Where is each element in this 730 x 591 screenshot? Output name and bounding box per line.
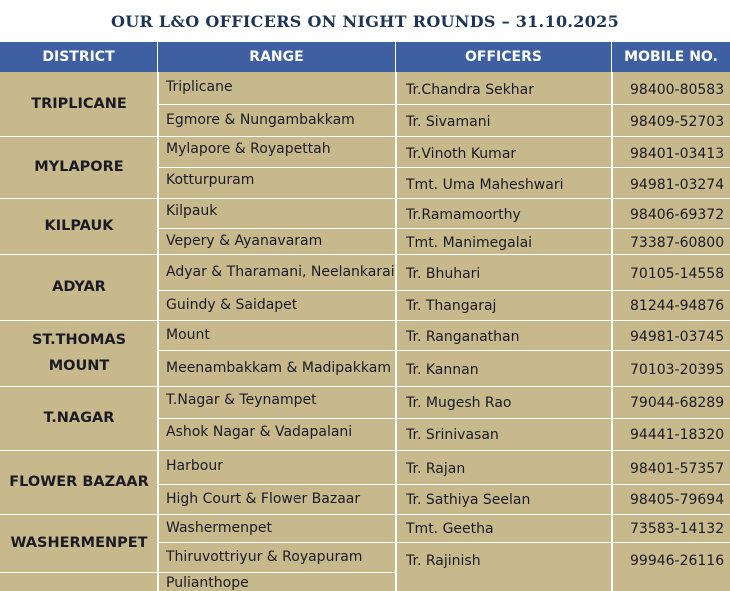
district-cell xyxy=(0,572,158,591)
row-divider xyxy=(158,104,730,105)
row-divider xyxy=(0,386,730,387)
row-divider xyxy=(158,542,730,543)
page-title: OUR L&O OFFICERS ON NIGHT ROUNDS – 31.10.2025 xyxy=(110,11,620,31)
district-cell: T.NAGAR xyxy=(0,386,158,450)
range-cell: Harbour xyxy=(158,450,396,484)
range-cell: Adyar & Tharamani, Neelankarai xyxy=(158,254,396,290)
officer-cell: Tmt. Uma Maheshwari xyxy=(396,167,612,198)
row-divider xyxy=(0,514,730,515)
row-divider xyxy=(158,228,730,229)
range-cell: Ashok Nagar & Vadapalani xyxy=(158,418,396,450)
range-cell: High Court & Flower Bazaar xyxy=(158,484,396,514)
row-divider xyxy=(0,254,730,255)
officer-cell: Tr. Ranganathan xyxy=(396,320,612,350)
district-cell: ADYAR xyxy=(0,254,158,320)
officer-cell: Tr. Rajinish xyxy=(396,542,612,591)
officer-cell: Tr. Sathiya Seelan xyxy=(396,484,612,514)
row-divider xyxy=(158,572,396,573)
officer-cell: Tmt. Manimegalai xyxy=(396,228,612,254)
district-cell: WASHERMENPET xyxy=(0,514,158,572)
officer-cell: Tr. Kannan xyxy=(396,350,612,386)
range-cell: Vepery & Ayanavaram xyxy=(158,228,396,254)
range-cell: Meenambakkam & Madipakkam xyxy=(158,350,396,386)
range-cell: Kotturpuram xyxy=(158,167,396,198)
row-divider xyxy=(158,418,730,419)
mobile-cell: 94441-18320 xyxy=(612,418,730,450)
district-cell: KILPAUK xyxy=(0,198,158,254)
officer-cell: Tr. Rajan xyxy=(396,450,612,484)
header-mobile: MOBILE NO. xyxy=(612,42,730,72)
officer-cell: Tr.Chandra Sekhar xyxy=(396,72,612,104)
mobile-cell: 73583-14132 xyxy=(612,514,730,542)
range-cell: Mylapore & Royapettah xyxy=(158,136,396,167)
header-officers: OFFICERS xyxy=(396,42,612,72)
mobile-cell: 99946-26116 xyxy=(612,542,730,591)
range-cell: T.Nagar & Teynampet xyxy=(158,386,396,418)
row-divider xyxy=(0,450,730,451)
mobile-cell: 98406-69372 xyxy=(612,198,730,228)
officer-cell: Tr. Mugesh Rao xyxy=(396,386,612,418)
row-divider xyxy=(0,136,730,137)
mobile-cell: 79044-68289 xyxy=(612,386,730,418)
officer-cell: Tmt. Geetha xyxy=(396,514,612,542)
district-cell: TRIPLICANE xyxy=(0,72,158,136)
mobile-cell: 81244-94876 xyxy=(612,290,730,320)
mobile-cell: 98405-79694 xyxy=(612,484,730,514)
range-cell: Kilpauk xyxy=(158,198,396,228)
range-cell: Mount xyxy=(158,320,396,350)
mobile-cell: 98401-03413 xyxy=(612,136,730,167)
mobile-cell: 94981-03745 xyxy=(612,320,730,350)
row-divider xyxy=(0,198,730,199)
mobile-cell: 98401-57357 xyxy=(612,450,730,484)
officer-cell: Tr.Ramamoorthy xyxy=(396,198,612,228)
row-divider xyxy=(158,350,730,351)
officer-cell: Tr. Bhuhari xyxy=(396,254,612,290)
mobile-cell: 94981-03274 xyxy=(612,167,730,198)
officer-cell: Tr. Sivamani xyxy=(396,104,612,136)
mobile-cell: 70105-14558 xyxy=(612,254,730,290)
range-cell: Washermenpet xyxy=(158,514,396,542)
mobile-cell: 70103-20395 xyxy=(612,350,730,386)
header-district: DISTRICT xyxy=(0,42,158,72)
range-cell: Pulianthope xyxy=(158,572,396,591)
range-cell: Guindy & Saidapet xyxy=(158,290,396,320)
row-divider xyxy=(0,320,730,321)
mobile-cell: 73387-60800 xyxy=(612,228,730,254)
range-cell: Triplicane xyxy=(158,72,396,104)
range-cell: Egmore & Nungambakkam xyxy=(158,104,396,136)
mobile-cell: 98409-52703 xyxy=(612,104,730,136)
officer-cell: Tr. Srinivasan xyxy=(396,418,612,450)
range-cell: Thiruvottriyur & Royapuram xyxy=(158,542,396,572)
row-divider xyxy=(158,167,730,168)
officer-cell: Tr. Thangaraj xyxy=(396,290,612,320)
row-divider xyxy=(158,484,730,485)
mobile-cell: 98400-80583 xyxy=(612,72,730,104)
district-cell: ST.THOMAS MOUNT xyxy=(0,320,158,386)
row-divider xyxy=(158,290,730,291)
row-divider xyxy=(0,572,158,573)
district-cell: MYLAPORE xyxy=(0,136,158,198)
header-range: RANGE xyxy=(158,42,396,72)
district-cell: FLOWER BAZAAR xyxy=(0,450,158,514)
officer-cell: Tr.Vinoth Kumar xyxy=(396,136,612,167)
